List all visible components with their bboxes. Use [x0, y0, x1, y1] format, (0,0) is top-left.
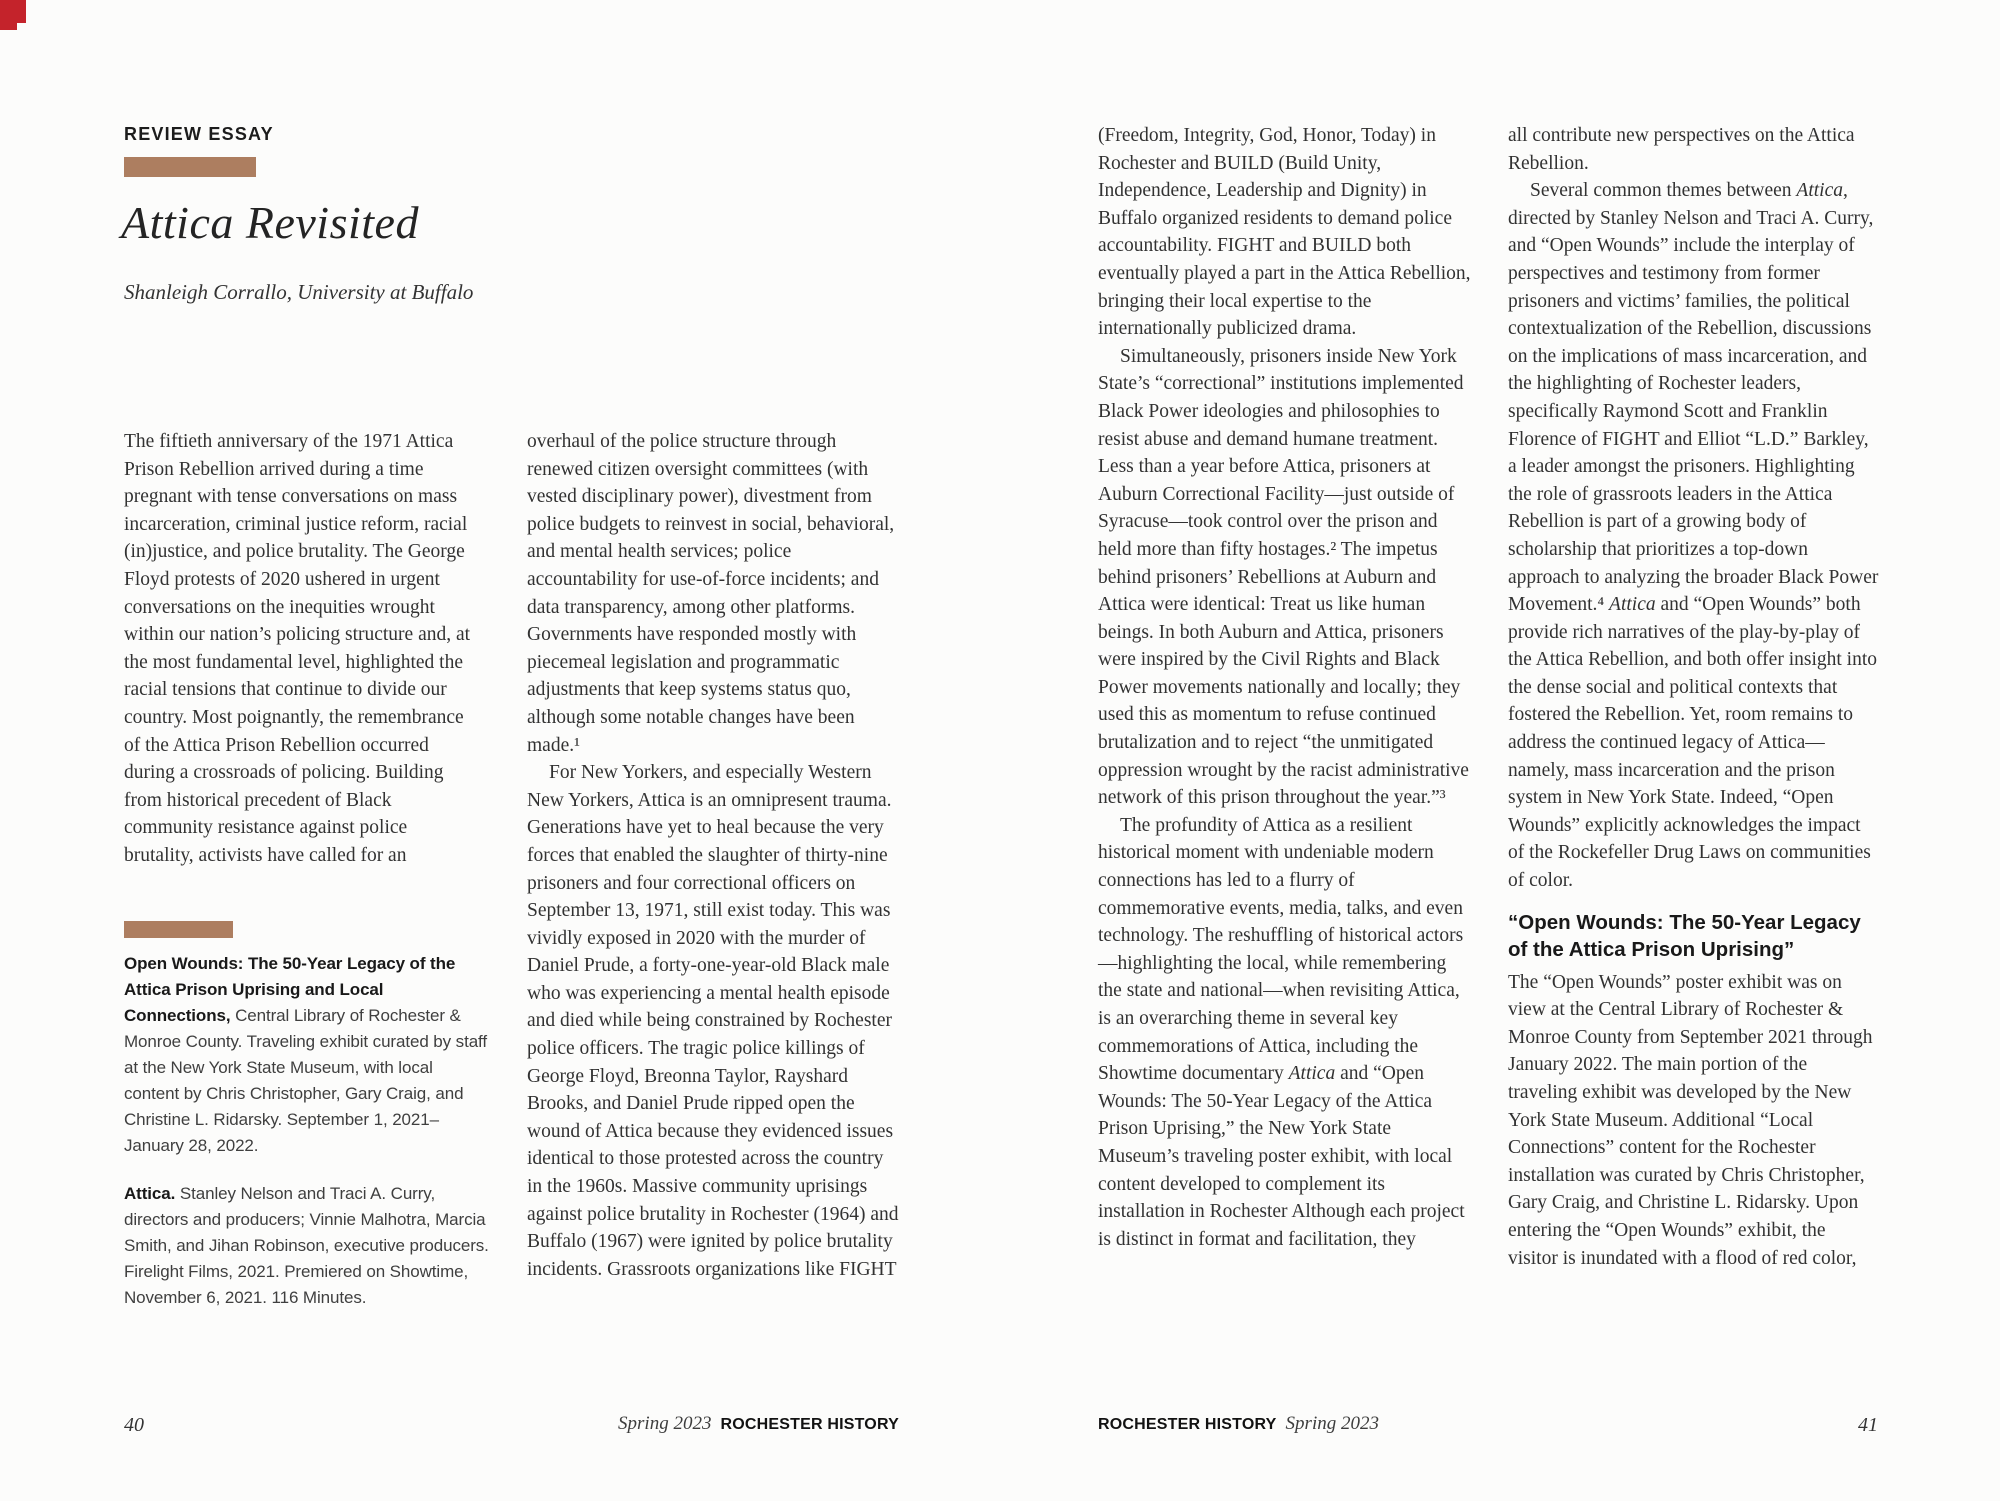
body-paragraph: The profundity of Attica as a resilient historical moment with undeniable modern connections has led to a flurry of commemorative events, media, talks, and even technology. The reshuffling of historical actors—highlighting the local, while remembering the state and national—when revisiting Attica, is an overarching theme in several key commemorations of Attica, including the Showtime documentary Attica and “Open Wounds: The 50-Year Legacy of the Attica Prison Uprising,” the New York State Museum’s traveling poster exhibit, with local content developed to complement its installation in Rochester Although each project is distinct in format and facilitation, they — [1098, 814, 1465, 1250]
article-byline: Shanleigh Corrallo, University at Buffalo — [124, 280, 474, 304]
section-subheading: “Open Wounds: The 50-Year Legacy of the Attica Prison Uprising” — [1508, 910, 1861, 961]
journal-season: Spring 2023 — [618, 1413, 712, 1434]
bold-run: Open Wounds: The 50-Year Legacy of the Attica Prison Uprising and Local Connections, — [124, 954, 456, 1025]
section-accent-bar — [124, 921, 233, 938]
journal-name: ROCHESTER HISTORY — [720, 1416, 899, 1433]
italic-run: Attica — [1609, 594, 1656, 616]
body-paragraph: Simultaneously, prisoners inside New York State’s “correctional” institutions implemented Black Power ideologies and philosophies to resist abuse and demand humane treatment. Less than a year before Attica, prisoners at Auburn Correctional Facility—just outside of Syracuse—took control over the prison and held more than fifty hostages.² The impetus behind prisoners’ Rebellions at Auburn and Attica were identical: Treat us like human beings. In both Auburn and Attica, prisoners were inspired by the Civil Rights and Black Power movements nationally and locally; they used this as momentum to refuse continued brutalization and to reject “the unmitigated oppression wrought by the racist administrative network of this prison throughout the year.”³ — [1098, 345, 1469, 809]
italic-run: Attica — [1796, 180, 1843, 202]
page-edge-mark-bottom — [0, 0, 17, 30]
journal-season: Spring 2023 — [1285, 1413, 1379, 1434]
kicker: REVIEW ESSAY — [124, 124, 274, 144]
column-3 — [1098, 122, 1474, 1253]
journal-name: ROCHESTER HISTORY — [1098, 1416, 1277, 1433]
body-paragraph: all contribute new perspectives on the Attica Rebellion. — [1508, 125, 1855, 174]
body-paragraph: The fiftieth anniversary of the 1971 Attica Prison Rebellion arrived during a time pregnant with tense conversations on mass incarceration, criminal justice reform, racial (in)justice, and police brutality. The George Floyd protests of 2020 ushered in urgent conversations on the inequities wrought within our nation’s policing structure and, at the most fundamental level, highlighted the racial tensions that continue to divide our country. Most poignantly, the remembrance of the Attica Prison Rebellion occurred during a crossroads of policing. Building from historical precedent of Black community resistance against police brutality, activists have called for an — [124, 431, 471, 866]
column-2 — [527, 428, 899, 1283]
column-4 — [1508, 122, 1880, 1272]
exhibit-citation: Open Wounds: The 50-Year Legacy of the Attica Prison Uprising and Local Connections, Central Library of Rochester & Monroe County. Traveling exhibit curated by staff at the New York State Museum, with local content by Chris Christopher, Gary Craig, and Christine L. Ridarsky. September 1, 2021–January 28, 2022. — [124, 954, 487, 1155]
column-1-citations — [124, 921, 492, 1333]
journal-footer-left — [527, 1413, 899, 1435]
body-paragraph: overhaul of the police structure through renewed citizen oversight committees (with vested disciplinary power), divestment from police budgets to reinvest in social, behavioral, and mental health services; police accountability for use-of-force incidents; and data transparency, among other platforms. Governments have responded mostly with piecemeal legislation and programmatic adjustments that keep systems status quo, although some notable changes have been made.¹ — [527, 431, 895, 756]
article-title: Attica Revisited — [121, 197, 419, 248]
bold-run: Attica. — [124, 1184, 180, 1203]
body-paragraph: For New Yorkers, and especially Western New Yorkers, Attica is an omnipresent trauma. Generations have yet to heal because the very forces that enabled the slaughter of thirty-nine prisoners and four correctional officers on September 13, 1971, still exist today. This was vividly exposed in 2020 with the murder of Daniel Prude, a forty-one-year-old Black male who was experiencing a mental health episode and died while being constrained by Rochester police officers. The tragic police killings of George Floyd, Breonna Taylor, Rayshard Brooks, and Daniel Prude ripped open the wound of Attica because they evidenced issues identical to those protested across the country in the 1960s. Massive community uprisings against police brutality in Rochester (1964) and Buffalo (1967) were ignited by police brutality incidents. Grassroots organizations like FIGHT — [527, 762, 899, 1280]
body-paragraph: (Freedom, Integrity, God, Honor, Today) in Rochester and BUILD (Build Unity, Independence, Leadership and Dignity) in Buffalo organized residents to demand police accountability. FIGHT and BUILD both eventually played a part in the Attica Rebellion, bringing their local expertise to the internationally publicized drama. — [1098, 125, 1471, 340]
journal-footer-right — [1098, 1413, 1379, 1435]
page-number-right: 41 — [1858, 1414, 1878, 1436]
kicker-accent-bar — [124, 157, 256, 177]
body-paragraph: The “Open Wounds” poster exhibit was on view at the Central Library of Rochester & Monroe County from September 2021 through January 2022. The main portion of the traveling exhibit was developed by the New York State Museum. Additional “Local Connections” content for the Rochester installation was curated by Chris Christopher, Gary Craig, and Christine L. Ridarsky. Upon entering the “Open Wounds” exhibit, the visitor is inundated with a flood of red color, — [1508, 971, 1873, 1269]
column-1 — [124, 428, 476, 870]
page-number-left: 40 — [124, 1414, 144, 1436]
body-paragraph: Several common themes between Attica, directed by Stanley Nelson and Traci A. Curry, and “Open Wounds” include the interplay of perspectives and testimony from former prisoners and victims’ families, the political contextualization of the Rebellion, discussions on the implications of mass incarceration, and the highlighting of Rochester leaders, specifically Raymond Scott and Franklin Florence of FIGHT and Elliot “L.D.” Barkley, a leader amongst the prisoners. Highlighting the role of grassroots leaders in the Attica Rebellion is part of a growing body of scholarship that prioritizes a top-down approach to analyzing the broader Black Power Movement.⁴ Attica and “Open Wounds” both provide rich narratives of the play-by-play of the Attica Rebellion, and both offer insight into the dense social and political contexts that fostered the Rebellion. Yet, room remains to address the continued legacy of Attica—namely, mass incarceration and the prison system in New York State. Indeed, “Open Wounds” explicitly acknowledges the impact of the Rockefeller Drug Laws on communities of color. — [1508, 180, 1879, 892]
film-citation: Attica. Stanley Nelson and Traci A. Curry, directors and producers; Vinnie Malhotra, Marcia Smith, and Jihan Robinson, executive producers. Firelight Films, 2021. Premiered on Showtime, November 6, 2021. 116 Minutes. — [124, 1184, 489, 1307]
italic-run: Attica — [1288, 1063, 1336, 1085]
